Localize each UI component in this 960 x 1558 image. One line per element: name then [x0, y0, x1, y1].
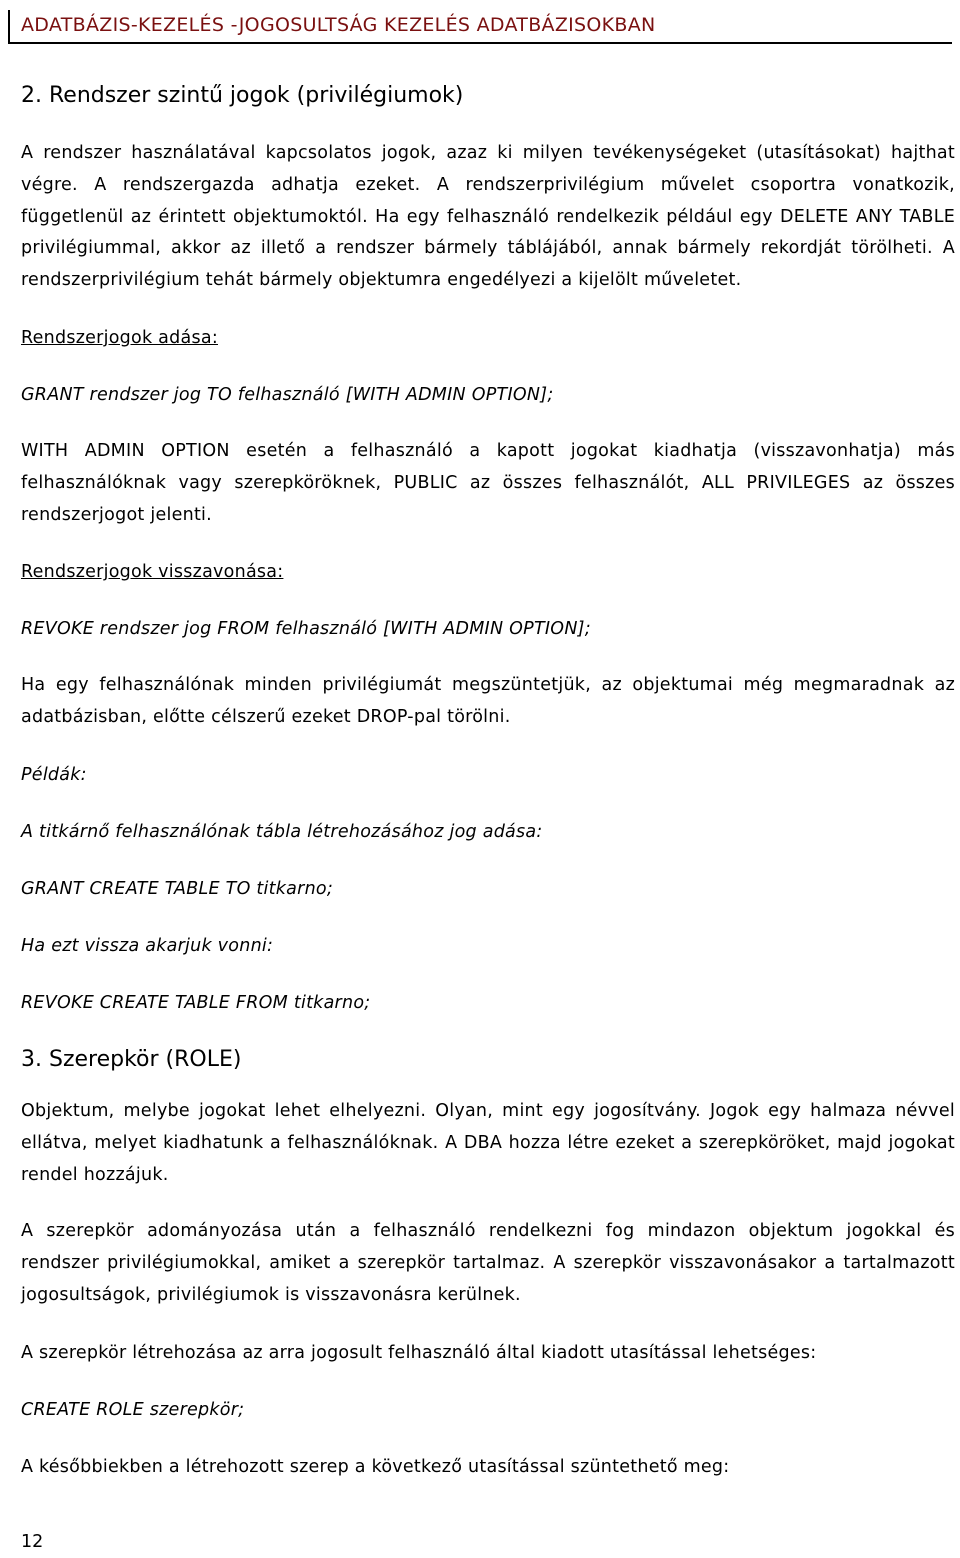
create-role-syntax: CREATE ROLE szerepkör; — [21, 1399, 245, 1420]
page-number: 12 — [21, 1532, 44, 1552]
example1-code: GRANT CREATE TABLE TO titkarno; — [21, 878, 334, 899]
section-heading-2: 2. Rendszer szintű jogok (privilégiumok) — [21, 83, 464, 108]
grant-label: Rendszerjogok adása: — [21, 327, 218, 348]
page-header — [8, 10, 952, 44]
example1-description: A titkárnő felhasználónak tábla létrehozásához jog adása: — [21, 821, 543, 842]
section3-paragraph-2: A szerepkör adományozása után a felhasználó rendelkezni fog mindazon objektum jogokkal és rendszer privilégiumokkal, amiket a szerepkör tartalmaz. A szerepkör visszavonásakor a tartalmazott jogosultságok, privilégiumok is visszavonásra kerülnek. — [21, 1221, 955, 1305]
section-heading-3: 3. Szerepkör (ROLE) — [21, 1046, 242, 1072]
grant-description: WITH ADMIN OPTION esetén a felhasználó a kapott jogokat kiadhatja (visszavonhatja) más felhasználóknak vagy szerepköröknek, PUBLIC az összes felhasználót, ALL PRIVILEGES az összes rendszerjogot jelenti. — [21, 440, 955, 525]
header-title: ADATBÁZIS-KEZELÉS -JOGOSULTSÁG KEZELÉS ADATBÁZISOKBAN — [21, 14, 656, 36]
grant-syntax: GRANT rendszer jog TO felhasználó [WITH ADMIN OPTION]; — [21, 384, 554, 405]
revoke-description: Ha egy felhasználónak minden privilégiumát megszüntetjük, az objektumai még megmaradnak az adatbázisban, előtte célszerű ezeket DROP-pal törölni. — [21, 675, 955, 728]
example2-description: Ha ezt vissza akarjuk vonni: — [21, 935, 274, 956]
revoke-syntax: REVOKE rendszer jog FROM felhasználó [WITH ADMIN OPTION]; — [21, 619, 591, 640]
example2-code: REVOKE CREATE TABLE FROM titkarno; — [21, 992, 371, 1013]
revoke-label: Rendszerjogok visszavonása: — [21, 562, 284, 583]
examples-label: Példák: — [21, 764, 87, 785]
section3-paragraph-3: A szerepkör létrehozása az arra jogosult felhasználó által kiadott utasítással lehetséges: — [21, 1342, 817, 1363]
section3-paragraph-4: A későbbiekben a létrehozott szerep a következő utasítással szüntethető meg: — [21, 1456, 730, 1477]
section2-intro: A rendszer használatával kapcsolatos jogok, azaz ki milyen tevékenységeket (utasításokat) hajthat végre. A rendszergazda adhatja ezeket. A rendszerprivilégium művelet csoportra vonatkozik, függetlenül az érintett objektumoktól. Ha egy felhasználó rendelkezik például egy DELETE ANY TABLE privilégiummal, akkor az illető a rendszer bármely táblájából, annak bármely rekordját törölheti. A rendszerprivilégium tehát bármely objektumra engedélyezi a kijelölt műveletet. — [21, 143, 955, 291]
section3-paragraph-1: Objektum, melybe jogokat lehet elhelyezni. Olyan, mint egy jogosítvány. Jogok egy halmaza névvel ellátva, melyet kiadhatunk a felhasználóknak. A DBA hozza létre ezeket a szerepköröket, majd jogokat rendel hozzájuk. — [21, 1100, 955, 1185]
document-body — [21, 80, 955, 1508]
